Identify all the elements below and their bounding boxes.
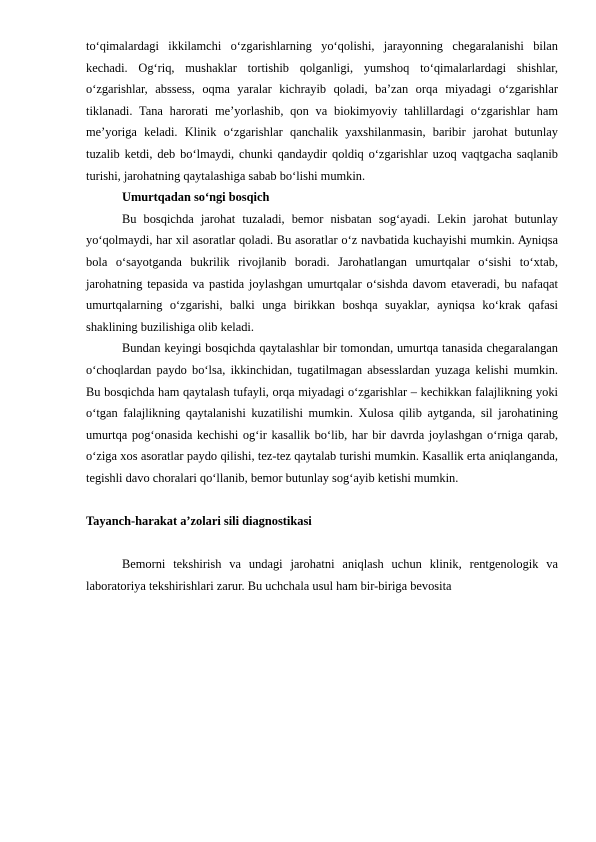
- paragraph: Bu bosqichda jarohat tuzaladi, bemor nisbatan sog‘ayadi. Lekin jarohat butunlay yo‘qolmaydi, har xil asoratlar qoladi. Bu asoratlar o‘z navbatida kuchayishi mumkin. Ayniqsa bola o‘sayotganda bukrilik rivojlanib boradi. Jarohatlangan umurtqalar o‘sishi to‘xtab, jarohatning tepasida va pastida joylashgan umurtqalar o‘sishda davom etaveradi, bu nafaqat umurtqalarning o‘zgarishi, balki unga birikkan boshqa suyaklar, ayniqsa ko‘krak qafasi shaklining buzilishiga olib keladi.: [86, 211, 558, 334]
- section-heading: Tayanch-harakat a’zolari sili diagnostikasi: [86, 514, 312, 529]
- subheading: Umurtqadan so‘ngi bosqich: [122, 190, 270, 205]
- paragraph-continuation: to‘qimalardagi ikkilamchi o‘zgarishlarning yo‘qolishi, jarayonning chegaralanishi bilan kechadi. Og‘riq, mushaklar tortishib qolganligi, yumshoq to‘qimalarlardagi shishlar, o‘zgarishlar, abssess, oqma yaralar kichrayib qoladi, ba’zan orqa miyadagi o‘zgarishlar tiklanadi. Tana harorati me’yorlashib, qon va biokimyoviy tahlillardagi o‘zgarishlar ham me’yoriga keladi. Klinik o‘zgarishlar qanchalik yaxshilanmasin, baribir jarohat butunlay tuzalib ketdi, deb bo‘lmaydi, chunki qandaydir qoldiq o‘zgarishlar uzoq vaqtgacha saqlanib turishi, jarohatning qaytalashiga sabab bo‘lishi mumkin.: [86, 39, 558, 183]
- paragraph: Bemorni tekshirish va undagi jarohatni aniqlash uchun klinik, rentgenologik va laboratoriya tekshirishlari zarur. Bu uchchala usul ham bir-biriga bevosita: [86, 557, 558, 593]
- paragraph: Bundan keyingi bosqichda qaytalashlar bir tomondan, umurtqa tanasida chegaralangan o‘choqlardan paydo bo‘lsa, ikkinchidan, tugatilmagan absesslardan yuzaga kelishi mumkin. Bu bosqichda ham qaytalash tufayli, orqa miyadagi o‘zgarishlar – kechikkan falajlikning yoki o‘tgan falajlikning qaytalanishi kuzatilishi mumkin. Xulosa qilib aytganda, sil jarohatining umurtqa pog‘onasida kechishi og‘ir kasallik bo‘lib, har bir davrda joylashgan o‘rniga qarab, o‘ziga xos asoratlar paydo qilishi, tez-tez qaytalab turishi mumkin. Kasallik erta aniqlanganda, tegishli davo choralari qo‘llanib, bemor butunlay sog‘ayib ketishi mumkin.: [86, 341, 558, 485]
- document-body: [86, 36, 558, 597]
